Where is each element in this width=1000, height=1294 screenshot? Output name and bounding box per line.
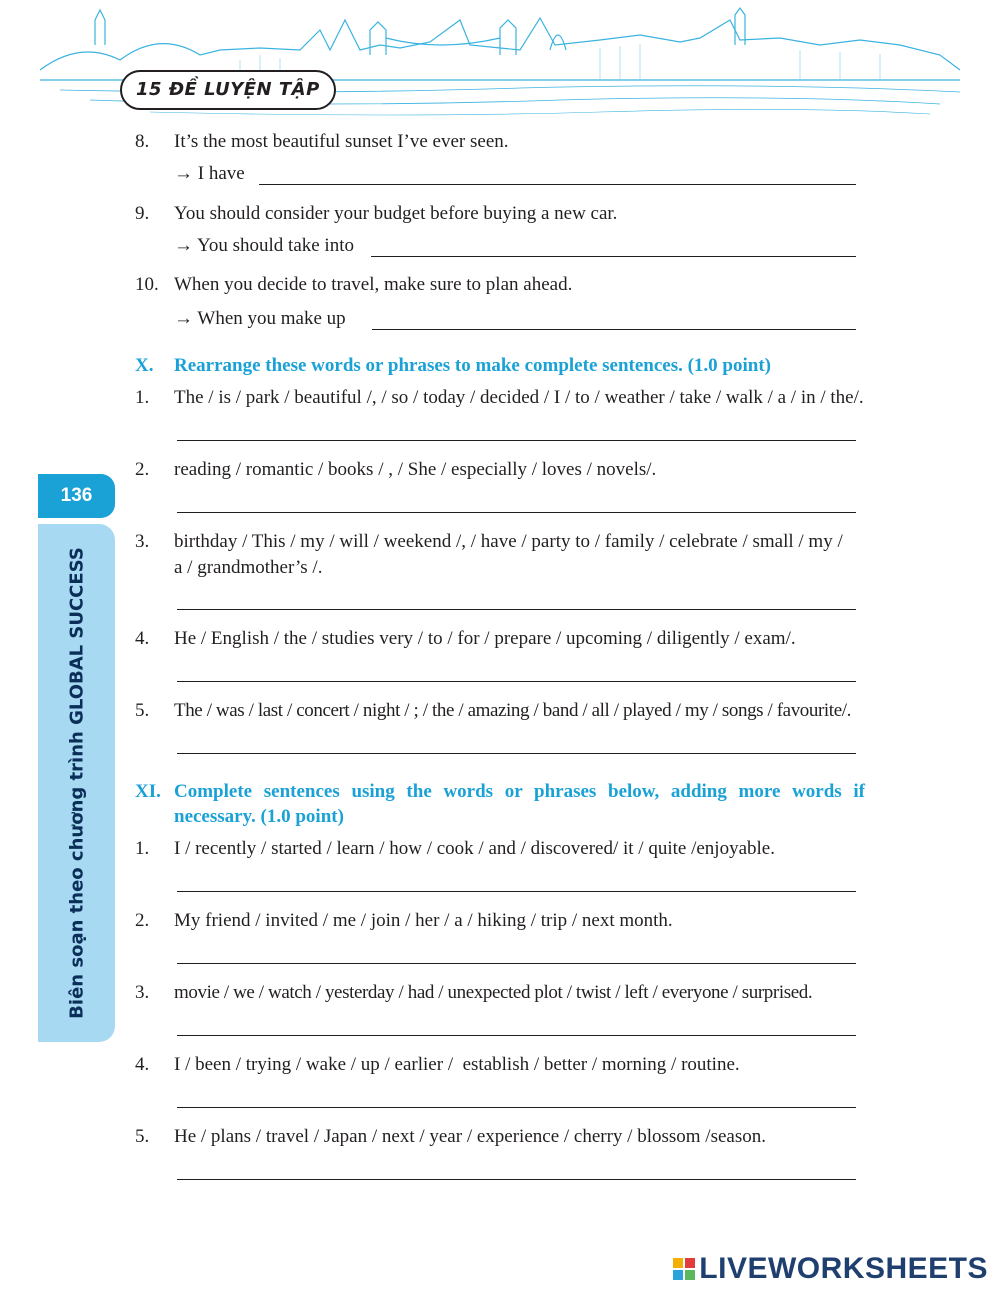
answer-line[interactable] xyxy=(177,681,856,682)
item-sentence: When you decide to travel, make sure to plan ahead. xyxy=(174,274,573,295)
section-xi-heading xyxy=(0,780,1000,830)
item-text: He / plans / travel / Japan / next / year / experience / cherry / blossom /season. xyxy=(174,1126,766,1147)
section-numeral: X. xyxy=(135,355,154,376)
answer-line[interactable] xyxy=(177,891,856,892)
rewrite-item xyxy=(0,202,1000,262)
liveworksheets-logo[interactable] xyxy=(673,1252,988,1286)
section-title: Rearrange these words or phrases to make complete sentences. (1.0 point) xyxy=(174,355,771,376)
item-text: I / recently / started / learn / how / cook / and / discovered/ it / quite /enjoyable. xyxy=(174,838,775,859)
answer-line[interactable] xyxy=(177,1107,856,1108)
answer-line[interactable] xyxy=(177,963,856,964)
item-text: He / English / the / studies very / to / for / prepare / upcoming / diligently / exam/. xyxy=(174,628,796,649)
item-text-continued: a / grandmother’s /. xyxy=(174,557,323,578)
item-sentence: It’s the most beautiful sunset I’ve ever seen. xyxy=(174,131,509,152)
answer-line[interactable] xyxy=(177,609,856,610)
item-text: The / was / last / concert / night / ; / the / amazing / band / all / played / my / songs / favourite/. xyxy=(174,700,851,721)
logo-text: LIVEWORKSHEETS xyxy=(699,1252,988,1285)
item-prompt: → I have xyxy=(174,163,245,184)
item-prompt: → When you make up xyxy=(174,308,346,329)
item-text: My friend / invited / me / join / her / a / hiking / trip / next month. xyxy=(174,910,673,931)
item-number: 9. xyxy=(135,203,150,224)
item-number: 4. xyxy=(135,628,150,649)
section-numeral: XI. xyxy=(135,781,161,802)
answer-line[interactable] xyxy=(177,1035,856,1036)
answer-line[interactable] xyxy=(177,1179,856,1180)
item-number: 2. xyxy=(135,910,150,931)
page-number-tab xyxy=(38,474,115,518)
item-number: 3. xyxy=(135,982,150,1003)
item-text: birthday / This / my / will / weekend /, / have / party to / family / celebrate / small / my / xyxy=(174,531,843,552)
series-title: 15 ĐỀ LUYỆN TẬP xyxy=(136,79,320,100)
item-number: 8. xyxy=(135,131,150,152)
item-number: 3. xyxy=(135,531,150,552)
item-sentence: You should consider your budget before buying a new car. xyxy=(174,203,618,224)
item-number: 1. xyxy=(135,387,150,408)
book-title: Biên soạn theo chương trình GLOBAL SUCCESS xyxy=(66,547,87,1019)
item-text: I / been / trying / wake / up / earlier / establish / better / morning / routine. xyxy=(174,1054,740,1075)
answer-line[interactable] xyxy=(371,256,856,257)
item-number: 5. xyxy=(135,1126,150,1147)
item-number: 2. xyxy=(135,459,150,480)
item-text: reading / romantic / books / , / She / especially / loves / novels/. xyxy=(174,459,657,480)
page-number: 136 xyxy=(60,485,93,506)
logo-blocks-icon xyxy=(673,1258,695,1280)
answer-line[interactable] xyxy=(177,512,856,513)
answer-line[interactable] xyxy=(177,440,856,441)
item-number: 10. xyxy=(135,274,159,295)
item-number: 4. xyxy=(135,1054,150,1075)
series-title-badge xyxy=(120,70,336,110)
rewrite-item xyxy=(0,130,1000,190)
answer-line[interactable] xyxy=(372,329,856,330)
item-number: 5. xyxy=(135,700,150,721)
section-title: Complete sentences using the words or phrases below, adding more words if xyxy=(174,781,865,802)
item-prompt: → You should take into xyxy=(174,235,354,256)
section-title-continued: necessary. (1.0 point) xyxy=(174,806,344,827)
answer-line[interactable] xyxy=(177,753,856,754)
item-text: movie / we / watch / yesterday / had / unexpected plot / twist / left / everyone / surprised. xyxy=(174,982,813,1003)
item-number: 1. xyxy=(135,838,150,859)
answer-line[interactable] xyxy=(259,184,856,185)
header-skyline-illustration xyxy=(0,0,1000,130)
item-text: The / is / park / beautiful /, / so / today / decided / I / to / weather / take / walk / a / in / the/. xyxy=(174,387,864,408)
rewrite-item xyxy=(0,273,1000,333)
